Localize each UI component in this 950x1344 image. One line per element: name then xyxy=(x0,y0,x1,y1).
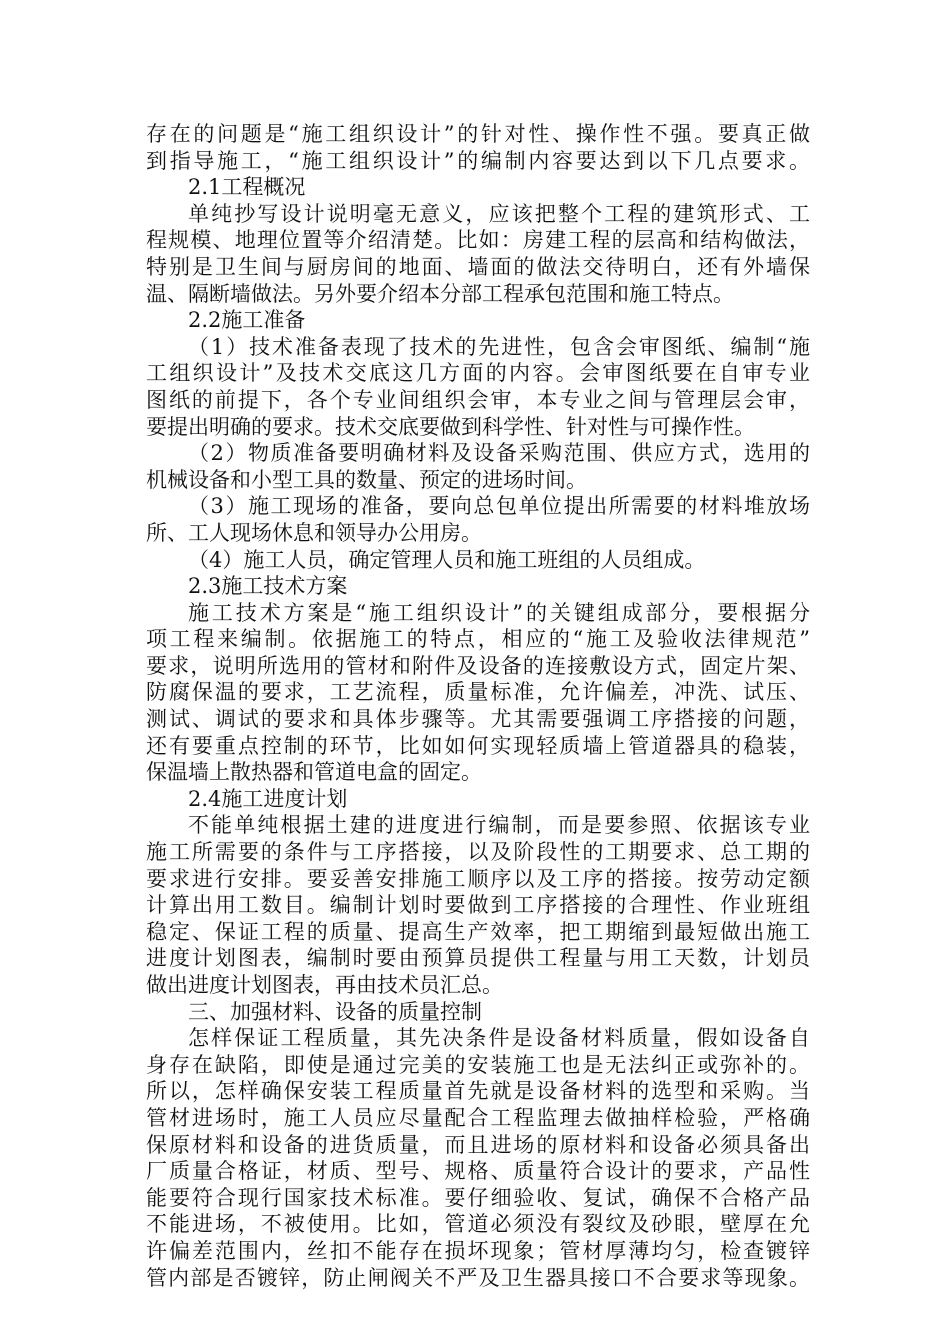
text-line: 要求进行安排。要妥善安排施工顺序以及工序的搭接。按劳动定额 xyxy=(146,866,810,891)
text-line: 稳定、保证工程的质量、提高生产效率，把工期缩到最短做出施工 xyxy=(146,919,810,944)
text-line: 能要符合现行国家技术标准。要仔细验收、复试，确保不合格产品 xyxy=(146,1185,810,1210)
text-line: 计算出用工数目。编制计划时要做到工序搭接的合理性、作业班组 xyxy=(146,893,810,918)
text-line: 2.3施工技术方案 xyxy=(188,574,348,599)
text-line: 保原材料和设备的进货质量，而且进场的原材料和设备必须具备出 xyxy=(146,1132,810,1157)
text-line: 身存在缺陷，即使是通过完美的安装施工也是无法纠正或弥补的。 xyxy=(146,1052,810,1077)
text-line: 图纸的前提下，各个专业间组织会审，本专业之间与管理层会审， xyxy=(146,387,810,412)
text-line: 不能进场，不被使用。比如，管道必须没有裂纹及砂眼，壁厚在允 xyxy=(146,1212,810,1237)
text-line: 程规模、地理位置等介绍清楚。比如：房建工程的层高和结构做法， xyxy=(146,228,810,253)
text-line: 厂质量合格证，材质、型号、规格、质量符合设计的要求，产品性 xyxy=(146,1159,810,1184)
text-line: 进度计划图表，编制时要由预算员提供工程量与用工天数，计划员 xyxy=(146,946,810,971)
text-line: 特别是卫生间与厨房间的地面、墙面的做法交待明白，还有外墙保 xyxy=(146,254,810,279)
text-line: 所、工人现场休息和领导办公用房。 xyxy=(146,520,482,545)
text-line: 还有要重点控制的环节，比如如何实现轻质墙上管道器具的稳装， xyxy=(146,733,810,758)
text-line: 2.2施工准备 xyxy=(188,308,306,333)
text-line: 不能单纯根据土建的进度进行编制，而是要参照、依据该专业 xyxy=(188,813,810,838)
text-line: 三、加强材料、设备的质量控制 xyxy=(188,999,482,1024)
text-line: 2.1工程概况 xyxy=(188,175,306,200)
text-line: 防腐保温的要求，工艺流程，质量标准，允许偏差，冲洗、试压、 xyxy=(146,680,810,705)
text-line: 管内部是否镀锌，防止闸阀关不严及卫生器具接口不合要求等现象。 xyxy=(146,1265,810,1290)
text-line: 许偏差范围内，丝扣不能存在损坏现象；管材厚薄均匀，检查镀锌 xyxy=(146,1238,810,1263)
text-line: 要求，说明所选用的管材和附件及设备的连接敷设方式，固定片架、 xyxy=(146,653,810,678)
text-line: 管材进场时，施工人员应尽量配合工程监理去做抽样检验，严格确 xyxy=(146,1105,810,1130)
text-line: 施工所需要的条件与工序搭接，以及阶段性的工期要求、总工期的 xyxy=(146,840,810,865)
text-line: 工组织设计”及技术交底这几方面的内容。会审图纸要在自审专业 xyxy=(146,361,810,386)
text-line: 温、隔断墙做法。另外要介绍本分部工程承包范围和施工特点。 xyxy=(146,281,734,306)
text-line: （3）施工现场的准备，要向总包单位提出所需要的材料堆放场 xyxy=(188,494,810,519)
text-line: （4）施工人员，确定管理人员和施工班组的人员组成。 xyxy=(188,547,706,572)
text-line: 做出进度计划图表，再由技术员汇总。 xyxy=(146,973,503,997)
text-line: 单纯抄写设计说明毫无意义，应该把整个工程的建筑形式、工 xyxy=(188,201,810,226)
text-line: 测试、调试的要求和具体步骤等。尤其需要强调工序搭接的问题， xyxy=(146,707,810,732)
text-line: 存在的问题是“施工组织设计”的针对性、操作性不强。要真正做 xyxy=(146,122,810,146)
text-line: （1）技术准备表现了技术的先进性，包含会审图纸、编制“施 xyxy=(188,334,810,359)
text-line: 项工程来编制。依据施工的特点，相应的“施工及验收法律规范” xyxy=(146,627,810,652)
text-line: （2）物质准备要明确材料及设备采购范围、供应方式，选用的 xyxy=(188,441,810,466)
document-page xyxy=(146,121,810,1291)
text-line: 怎样保证工程质量，其先决条件是设备材料质量，假如设备自 xyxy=(188,1026,810,1051)
text-line: 保温墙上散热器和管道电盒的固定。 xyxy=(146,760,482,785)
text-line: 施工技术方案是“施工组织设计”的关键组成部分，要根据分 xyxy=(188,600,810,625)
text-line: 2.4施工进度计划 xyxy=(188,786,348,811)
text-line: 要提出明确的要求。技术交底要做到科学性、针对性与可操作性。 xyxy=(146,414,755,439)
text-line: 机械设备和小型工具的数量、预定的进场时间。 xyxy=(146,467,587,492)
text-line: 所以，怎样确保安装工程质量首先就是设备材料的选型和采购。当 xyxy=(146,1079,810,1104)
text-line: 到指导施工，“施工组织设计”的编制内容要达到以下几点要求。 xyxy=(146,148,810,173)
